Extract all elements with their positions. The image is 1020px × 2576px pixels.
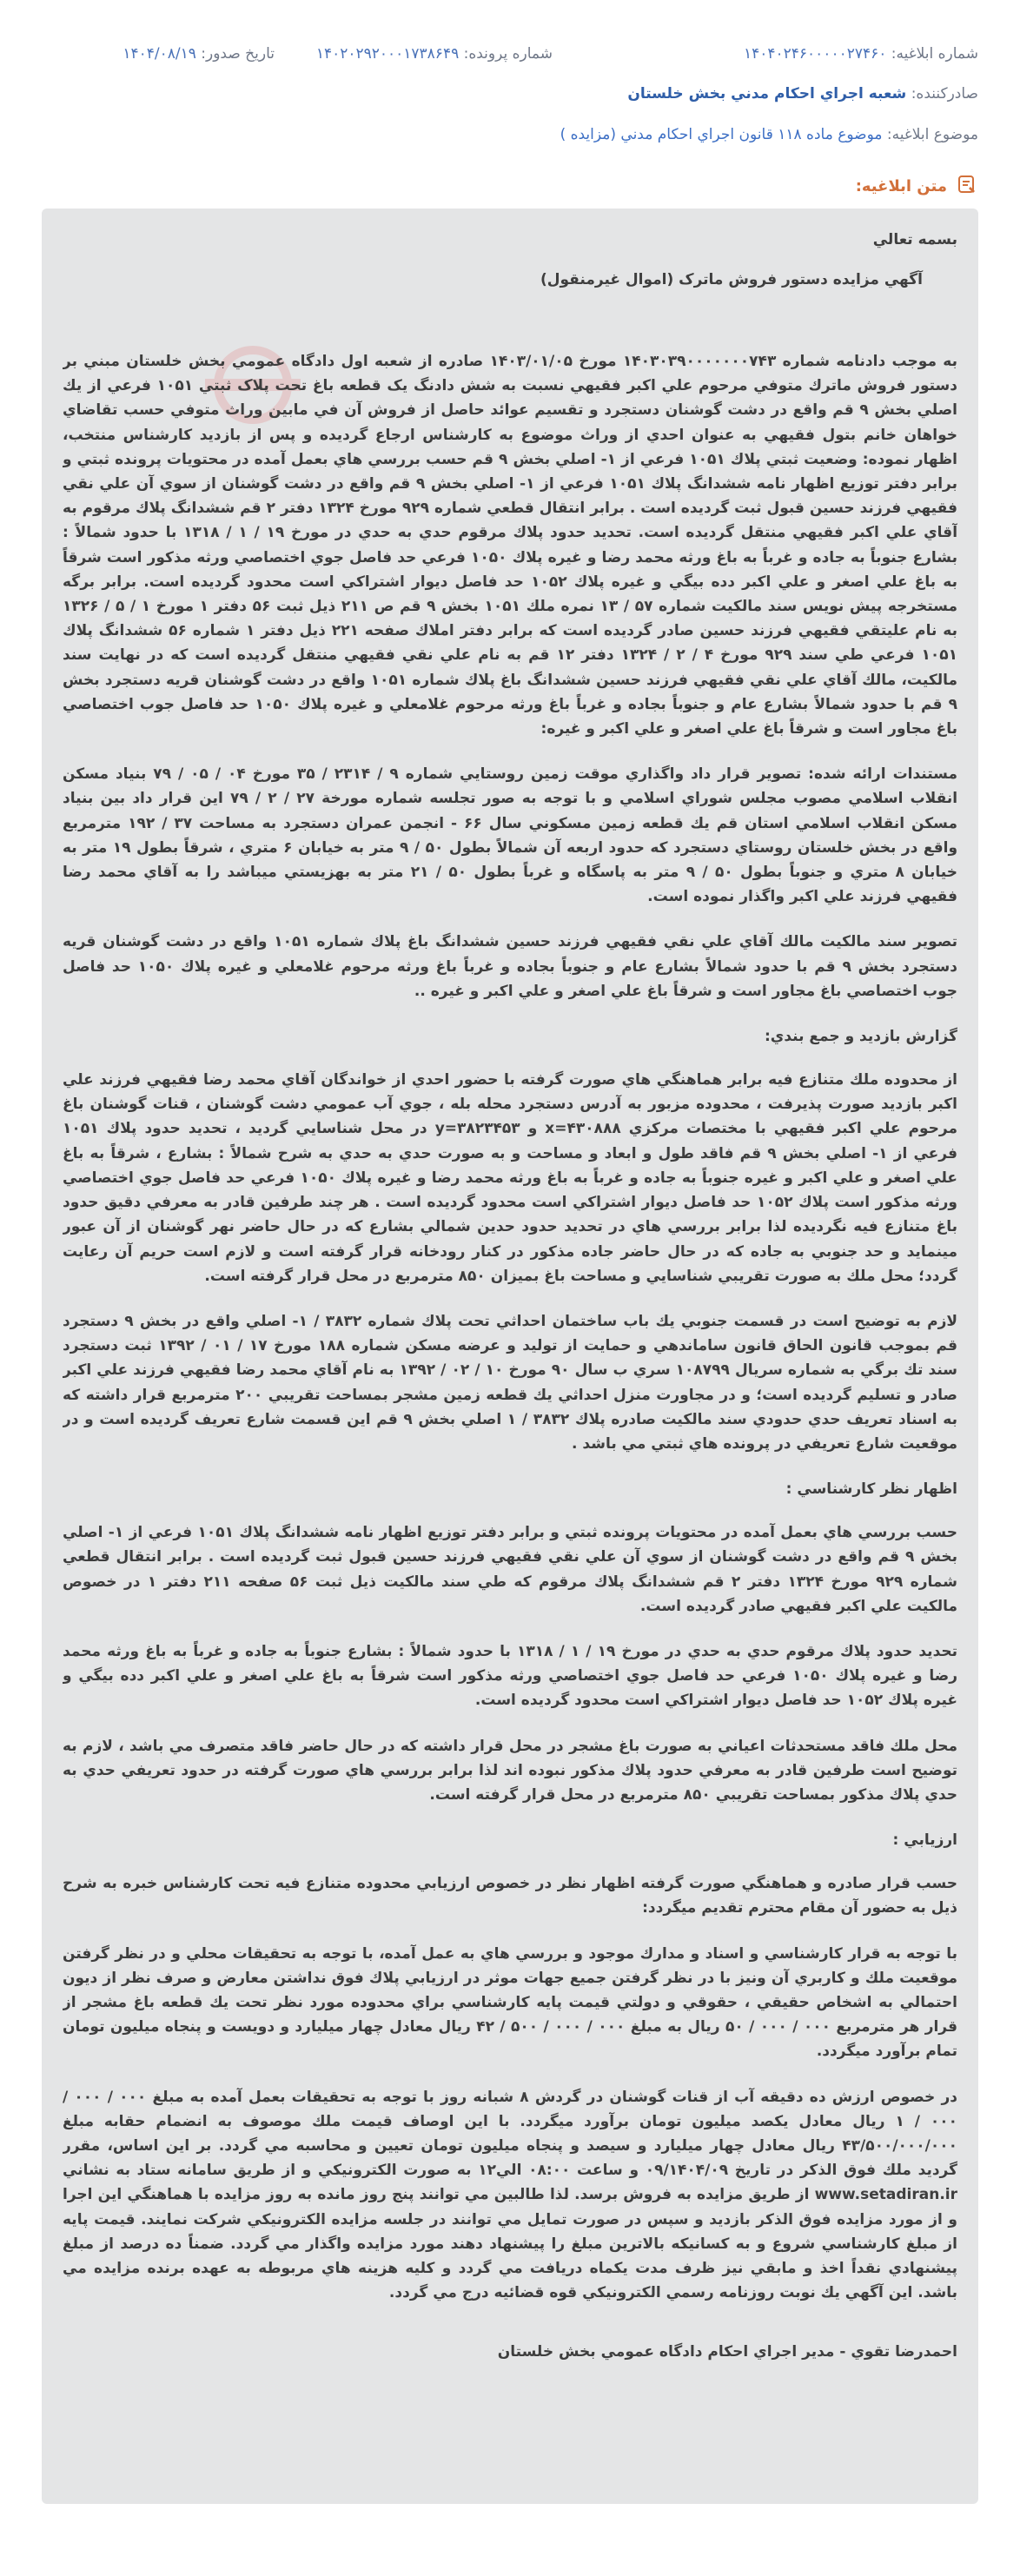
paragraph: با توجه به قرار كارشناسي و اسناد و مدارك موجود و بررسي هاي به عمل آمده، با توجه به تحقيقات محلي و در نظر گرفتن موقعيت ملك و كاربري آن ونيز با در نظر گرفتن جميع جهات موثر در ارزيابي پلاك فوق نداشتن معارض و صرف نظر از ديون احتمالي به اشخاص حقيقي ، حقوقي و دولتي قيمت پايه كارشناسي براي محدوده مورد نظر تحت يك قطعه باغ مشجر از قرار هر مترمربع ۰۰۰ / ۰۰۰ / ۵۰ ريال به مبلغ ۰۰۰ / ۰۰۰ / ۵۰۰ / ۴۲ ريال معادل چهار ميليارد و دويست و پنجاه ميليون تومان تمام برآورد ميگردد. xyxy=(63,1944,957,2061)
issue-date: تاریخ صدور: ۱۴۰۴/۰۸/۱۹ xyxy=(123,45,275,63)
paragraph: تصوير سند مالكيت مالك آقاي علي نقي فقيهي فرزند حسين ششدانگ باغ پلاك شماره ۱۰۵۱ واقع در دشت گوشنان قريه دستجرد بخش ۹ قم با حدود شمالاً بشارع عام و جنوباً بجاده و غرباً باغ ورثه مرحوم غلامعلي و غيره پلاك ۱۰۵۰ حد فاصل جوب اختصاصي باغ مجاور است و شرقاً باغ علي اصغر و علي اكبر و غيره .. xyxy=(63,933,957,1000)
paragraph: تحديد حدود پلاك مرقوم حدي به حدي در مورخ ۱۹ / ۱ / ۱۳۱۸ با حدود شمالاً : بشارع جنوباً به جاده و غرباً به باغ ورثه محمد رضا و غيره پلاك ۱۰۵۰ فرعي حد فاصل جوي اختصاصي ورثه مذكور است شرقاً به باغ علي اصغر و علي اكبر دده بيگي و غيره پلاك ۱۰۵۲ حد فاصل ديوار اشتراكي است محدود گرديده است. xyxy=(63,1642,957,1710)
notice-title: آگهي مزايده دستور فروش ماترک (اموال غيرمنقول) xyxy=(540,271,923,288)
paragraph: مستندات ارائه شده: تصوير قرار داد واگذاري موقت زمين روستايي شماره ۹ / ۲۳۱۴ / ۳۵ مورخ ۰۴ / ۰۵ / ۷۹ بنياد مسكن انقلاب اسلامي مصوب مجلس شوراي اسلامي و با توجه به صور تجلسه شماره مورخة ۲۷ / ۲ / ۷۹ اين قرار داد بين بنياد مسكن انقلاب اسلامي استان قم يك قطعه زمين مسكوني سال ۶۶ - انجمن عمران دستجرد به مساحت ۳۷ / ۱۹۲ مترمربع واقع در بخش خلستان روستاي دستجرد که حدود اربعه آن شمالاً بطول ۵۰ / ۹ متر به خيابان ۶ متري ، شرقاً بطول ۱۹ متر به خيابان ۸ متري و جنوباً بطول ۵۰ / ۹ متر به پاسگاه و غرباً بطول ۵۰ / ۲۱ متر به بهزيستي ميباشد را به آقاي محمد رضا فقيهي فرزند علي اكبر واگذار نموده است. xyxy=(63,765,957,906)
opinion-heading: اظهار نظر كارشناسي : xyxy=(785,1480,957,1499)
notice-meta-row xyxy=(35,45,978,71)
paragraph: از محدوده ملك متنازع فيه برابر هماهنگي هاي صورت گرفته با حضور احدي از خواندگان آقاي محمد رضا فقيهي فرزند علي اكبر بازديد صورت پذيرفت ، محدوده مزبور به آدرس دستجرد محله بله ، جوي آب عمومي دشت گوشنان ، قنات گوشنان باغ مرحوم علي اكبر فقيهي با مختصات مركزي ۴۳۰۸۸۸=x و ۳۸۲۳۴۵۳=y در محل شناسايي گرديد ، تحديد حدود پلاك ۱۰۵۱ فرعي از ۱- اصلي بخش ۹ قم فاقد طول و ابعاد و مساحت و به صورت حدي به حدي به شرح شمالاً : بشارع ، شرقاً به باغ علي اصغر و علي اكبر و غيره جنوباً به جاده و غرباً به باغ ورثه محمد رضا و غيره پلاك ۱۰۵۰ فرعي حد فاصل جوي اختصاصي ورثه مذكور است پلاك ۱۰۵۲ حد فاصل ديوار اشتراكي است محدود گرديده است . هر چند طرفين قادر به معرفي دقيق حدود باغ متنازع فيه نگرديده لذا برابر بررسي هاي در تحديد حدود حدين شمالي بشارع كه در حال حاضر نهر گوشنان از آن عبور مينمايد و حد جنوبي به جاده كه در حال حاضر جاده مذكور در كنار رودخانه قرار گرفته است و لازم است حريم آن رعايت گردد؛ محل ملك به صورت تقريبي شناسايي و مساحت باغ بميزان ۸۵۰ مترمربع در محل قرار گرفته است. xyxy=(63,1071,957,1285)
opening-line: بسمه تعالي xyxy=(872,231,957,248)
notice-section-title: متن ابلاغیه: xyxy=(855,177,947,195)
paragraph: لازم به توضيح است در قسمت جنوبي يك باب ساختمان احداثي تحت پلاك شماره ۳۸۳۲ / ۱- اصلي واقع در بخش ۹ دستجرد قم بموجب قانون الحاق قانون ساماندهي و حمايت از توليد و عرضه مسكن شماره ۱۸۸ مورخ ۱۷ / ۰۱ / ۱۳۹۲ ثبت دستجرد سند تك برگي به شماره سريال ۱۰۸۷۹۹ سري ب سال ۹۰ مورخ ۱۰ / ۰۲ / ۱۳۹۲ به نام آقاي محمد رضا فقيهي فرزند علي اكبر صادر و تسليم گرديده است؛ و در مجاورت منزل احداثي يك قطعه زمين مشجر بمساحت تقريبي ۲۰۰ مترمربع قرار داشته كه به اسناد تعريف حدي حدودي سند مالكيت صادره پلاك ۳۸۳۲ / ۱ اصلي بخش ۹ قم اين قسمت شارع تعريف گرديده است و در موقعيت شارع تعريفي در پرونده هاي ثبتي مي باشد . xyxy=(63,1312,957,1453)
notice-content xyxy=(63,228,957,2487)
paragraph: حسب بررسي هاي بعمل آمده در محتويات پرونده ثبتي و برابر دفتر توزيع اظهار نامه ششدانگ پلاك ۱۰۵۱ فرعي از ۱- اصلي بخش ۹ قم واقع در دشت گوشنان از سوي آن علي نقي فقيهي فرزند حسين قبول ثبت گرديده است . برابر انتقال قطعي شماره ۹۲۹ مورخ ۱۳۲۴ دفتر ۲ قم ششدانگ پلاك مرقوم كه طي سند مالكيت ذيل ثبت ۵۶ صفحه ۲۱۱ دفتر ۱ در خصوص مالكيت علي اكبر فقيهي صادر گرديده است. xyxy=(63,1524,957,1615)
issuer-value: شعبه اجراي احكام مدني بخش خلستان xyxy=(627,85,907,103)
notice-document-icon xyxy=(956,173,978,200)
paragraph: محل ملك فاقد مستحدثات اعياني به صورت باغ مشجر در محل قرار داشته كه در حال حاضر فاقد متصرف مي باشد ، لازم به توضيح است طرفين قادر به معرفي حدود پلاك مذكور نبوده اند لذا برابر بررسي هاي صورت گرفته در حدود تعريفي حدي به حدي پلاك مذكور بمساحت تقريبي ۸۵۰ مترمربع در محل قرار گرفته است. xyxy=(63,1737,957,1804)
issuer-line: صادرکننده: شعبه اجراي احكام مدني بخش خلستان xyxy=(627,85,978,103)
valuation-heading: ارزيابي : xyxy=(892,1831,957,1850)
inspection-heading: گزارش بازديد و جمع بندي: xyxy=(764,1028,957,1046)
notice-section-heading xyxy=(856,173,978,200)
paragraph: در خصوص ارزش ده دقيقه آب از قنات گوشنان در گردش ۸ شبانه روز با توجه به تحقيقات بعمل آمده به مبلغ ۰۰۰ / ۰۰۰ / ۰۰۰ / ۱ ريال معادل يكصد ميليون تومان برآورد ميگردد. با اين اوصاف قيمت ملك موصوف به انضمام حقابه مبلغ ۴۳/۵۰۰/۰۰۰/۰۰۰ ريال معادل چهار ميليارد و سيصد و پنجاه ميليون تومان تعيين و محاسبه مي گردد. بر اين اساس، مقرر گرديد ملك فوق الذكر در تاريخ ۰۹/۱۴۰۴/۰۹ و ساعت ۰۸:۰۰ الي۱۲ به صورت الكترونيكي و از طريق سامانه ستاد به نشاني www.setadiran.ir از طريق مزايده به فروش برسد. لذا طالبين مي توانند پنج روز مانده به روز مزايده با هماهنگي اين اجرا و از مورد مزايده فوق الذكر بازديد و سپس در صورت تمايل مي توانند در جلسه مزايده الكترونيكي شركت نمايند. قيمت پايه از مبلغ كارشناسي شروع و به كسانيكه بالاترين مبلغ را پيشنهاد دهند مورد مزايده واگذار مي گردد. ضمناً ده درصد از مبلغ پيشنهادي نقداً اخذ و مابقي نيز ظرف مدت يكماه دريافت مي گردد و كليه هزينه هاي مربوطه به عهده برنده مزايده مي باشد. اين آگهي يك نوبت روزنامه رسمي الكترونيكي قوه قضائيه درج مي گردد. xyxy=(63,2088,957,2302)
case-number: شماره پرونده: ۱۴۰۲۰۲۹۲۰۰۰۱۷۳۸۶۴۹ xyxy=(315,45,553,63)
paragraph: به موجب دادنامه شماره ۱۴۰۳۰۳۹۰۰۰۰۰۰۰۷۴۳ مورخ ۱۴۰۳/۰۱/۰۵ صادره از شعبه اول دادگاه عمومي بخش خلستان مبني بر دستور فروش ماترك متوفي مرحوم علي اكبر فقيهي نسبت به شش دادنگ يک قطعه باغ تحت پلاک ثبتي ۱۰۵۱ فرعي از يك اصلي بخش ۹ قم واقع در دشت گوشنان دستجرد و تقسيم عوائد حاصل از فروش آن في مابين وراث متوفي حسب تقاضاي خواهان خانم بتول فقيهي به عنوان احدي از وراث موضوع به كارشناس ارجاع گرديده و پس از بازديد كارشناس منتخب، اظهار نموده: وضعيت ثبتي پلاك ۱۰۵۱ فرعي از ۱- اصلي بخش ۹ قم حسب بررسي هاي بعمل آمده در محتويات پرونده ثبتي و برابر دفتر توزيع اظهار نامه ششدانگ پلاك ۱۰۵۱ فرعي از ۱- اصلي بخش ۹ قم واقع در دشت گوشنان از سوي آن علي نقي فقيهي فرزند حسين قبول ثبت گرديده است . برابر انتقال قطعي شماره ۹۲۹ مورخ ۱۳۲۴ دفتر ۲ قم ششدانگ پلاك مرقوم به آقاي علي اكبر فقيهي منتقل گرديده است. تحديد حدود پلاك مرقوم حدي به حدي در مورخ ۱۹ / ۱ / ۱۳۱۸ با حدود شمالاً : بشارع جنوباً به جاده و غرباً به باغ ورثه محمد رضا و غيره پلاك ۱۰۵۰ فرعي حد فاصل جوي اختصاصي ورثه مذكور است شرقاً به باغ علي اصغر و علي اكبر دده بيگي و غيره پلاك ۱۰۵۲ حد فاصل ديوار اشتراكي است محدود گرديده است. برابر برگه مستخرجه پيش نويس سند مالكيت شماره ۵۷ / ۱۳ نمره ملك ۱۰۵۱ بخش ۹ قم ص ۲۱۱ ذيل ثبت ۵۶ دفتر ۱ مورخ ۱ / ۵ / ۱۳۲۶ به نام عليتقي فقيهي فرزند حسين صادر گرديده است كه برابر دفتر املاك صفحه ۲۲۱ ذيل دفتر ۱ شماره ۵۶ ششدانگ پلاك ۱۰۵۱ فرعي طي سند ۹۲۹ مورخ ۴ / ۲ / ۱۳۲۴ دفتر ۱۲ قم به نام علي نقي فقيهي منتقل گرديده است كه در نهايت سند مالكيت، مالك آقاي علي نقي فقيهي فرزند حسين ششدانگ باغ پلاك شماره ۱۰۵۱ واقع در دشت گوشنان قريه دستجرد بخش ۹ قم با حدود شمالاً بشارع عام و جنوباً بجاده و غرباً باغ ورثه مرحوم غلامعلي و غيره پلاك ۱۰۵۰ حد فاصل جوب اختصاصي باغ مجاور است و شرقاً باغ علي اصغر و علي اكبر و غيره: xyxy=(63,353,957,738)
paragraph: حسب قرار صادره و هماهنگي صورت گرفته اظهار نظر در خصوص ارزيابي محدوده متنازع فيه تحت كارشناس خبره به شرح ذيل به حضور آن مقام محترم تقديم ميگردد: xyxy=(63,1875,957,1917)
notice-body-panel xyxy=(42,209,978,2504)
subject-value: موضوع ماده ۱۱۸ قانون اجراي احكام مدني (مزايده ) xyxy=(560,126,883,143)
signature: احمدرضا تقوي - مدير اجراي احكام دادگاه عمومي بخش خلستان xyxy=(497,2343,957,2361)
subject-line: موضوع ابلاغیه: موضوع ماده ۱۱۸ قانون اجراي احكام مدني (مزايده ) xyxy=(560,126,978,143)
notice-number: شماره ابلاغیه: ۱۴۰۴۰۲۴۶۰۰۰۰۰۲۷۴۶۰ xyxy=(744,45,978,63)
